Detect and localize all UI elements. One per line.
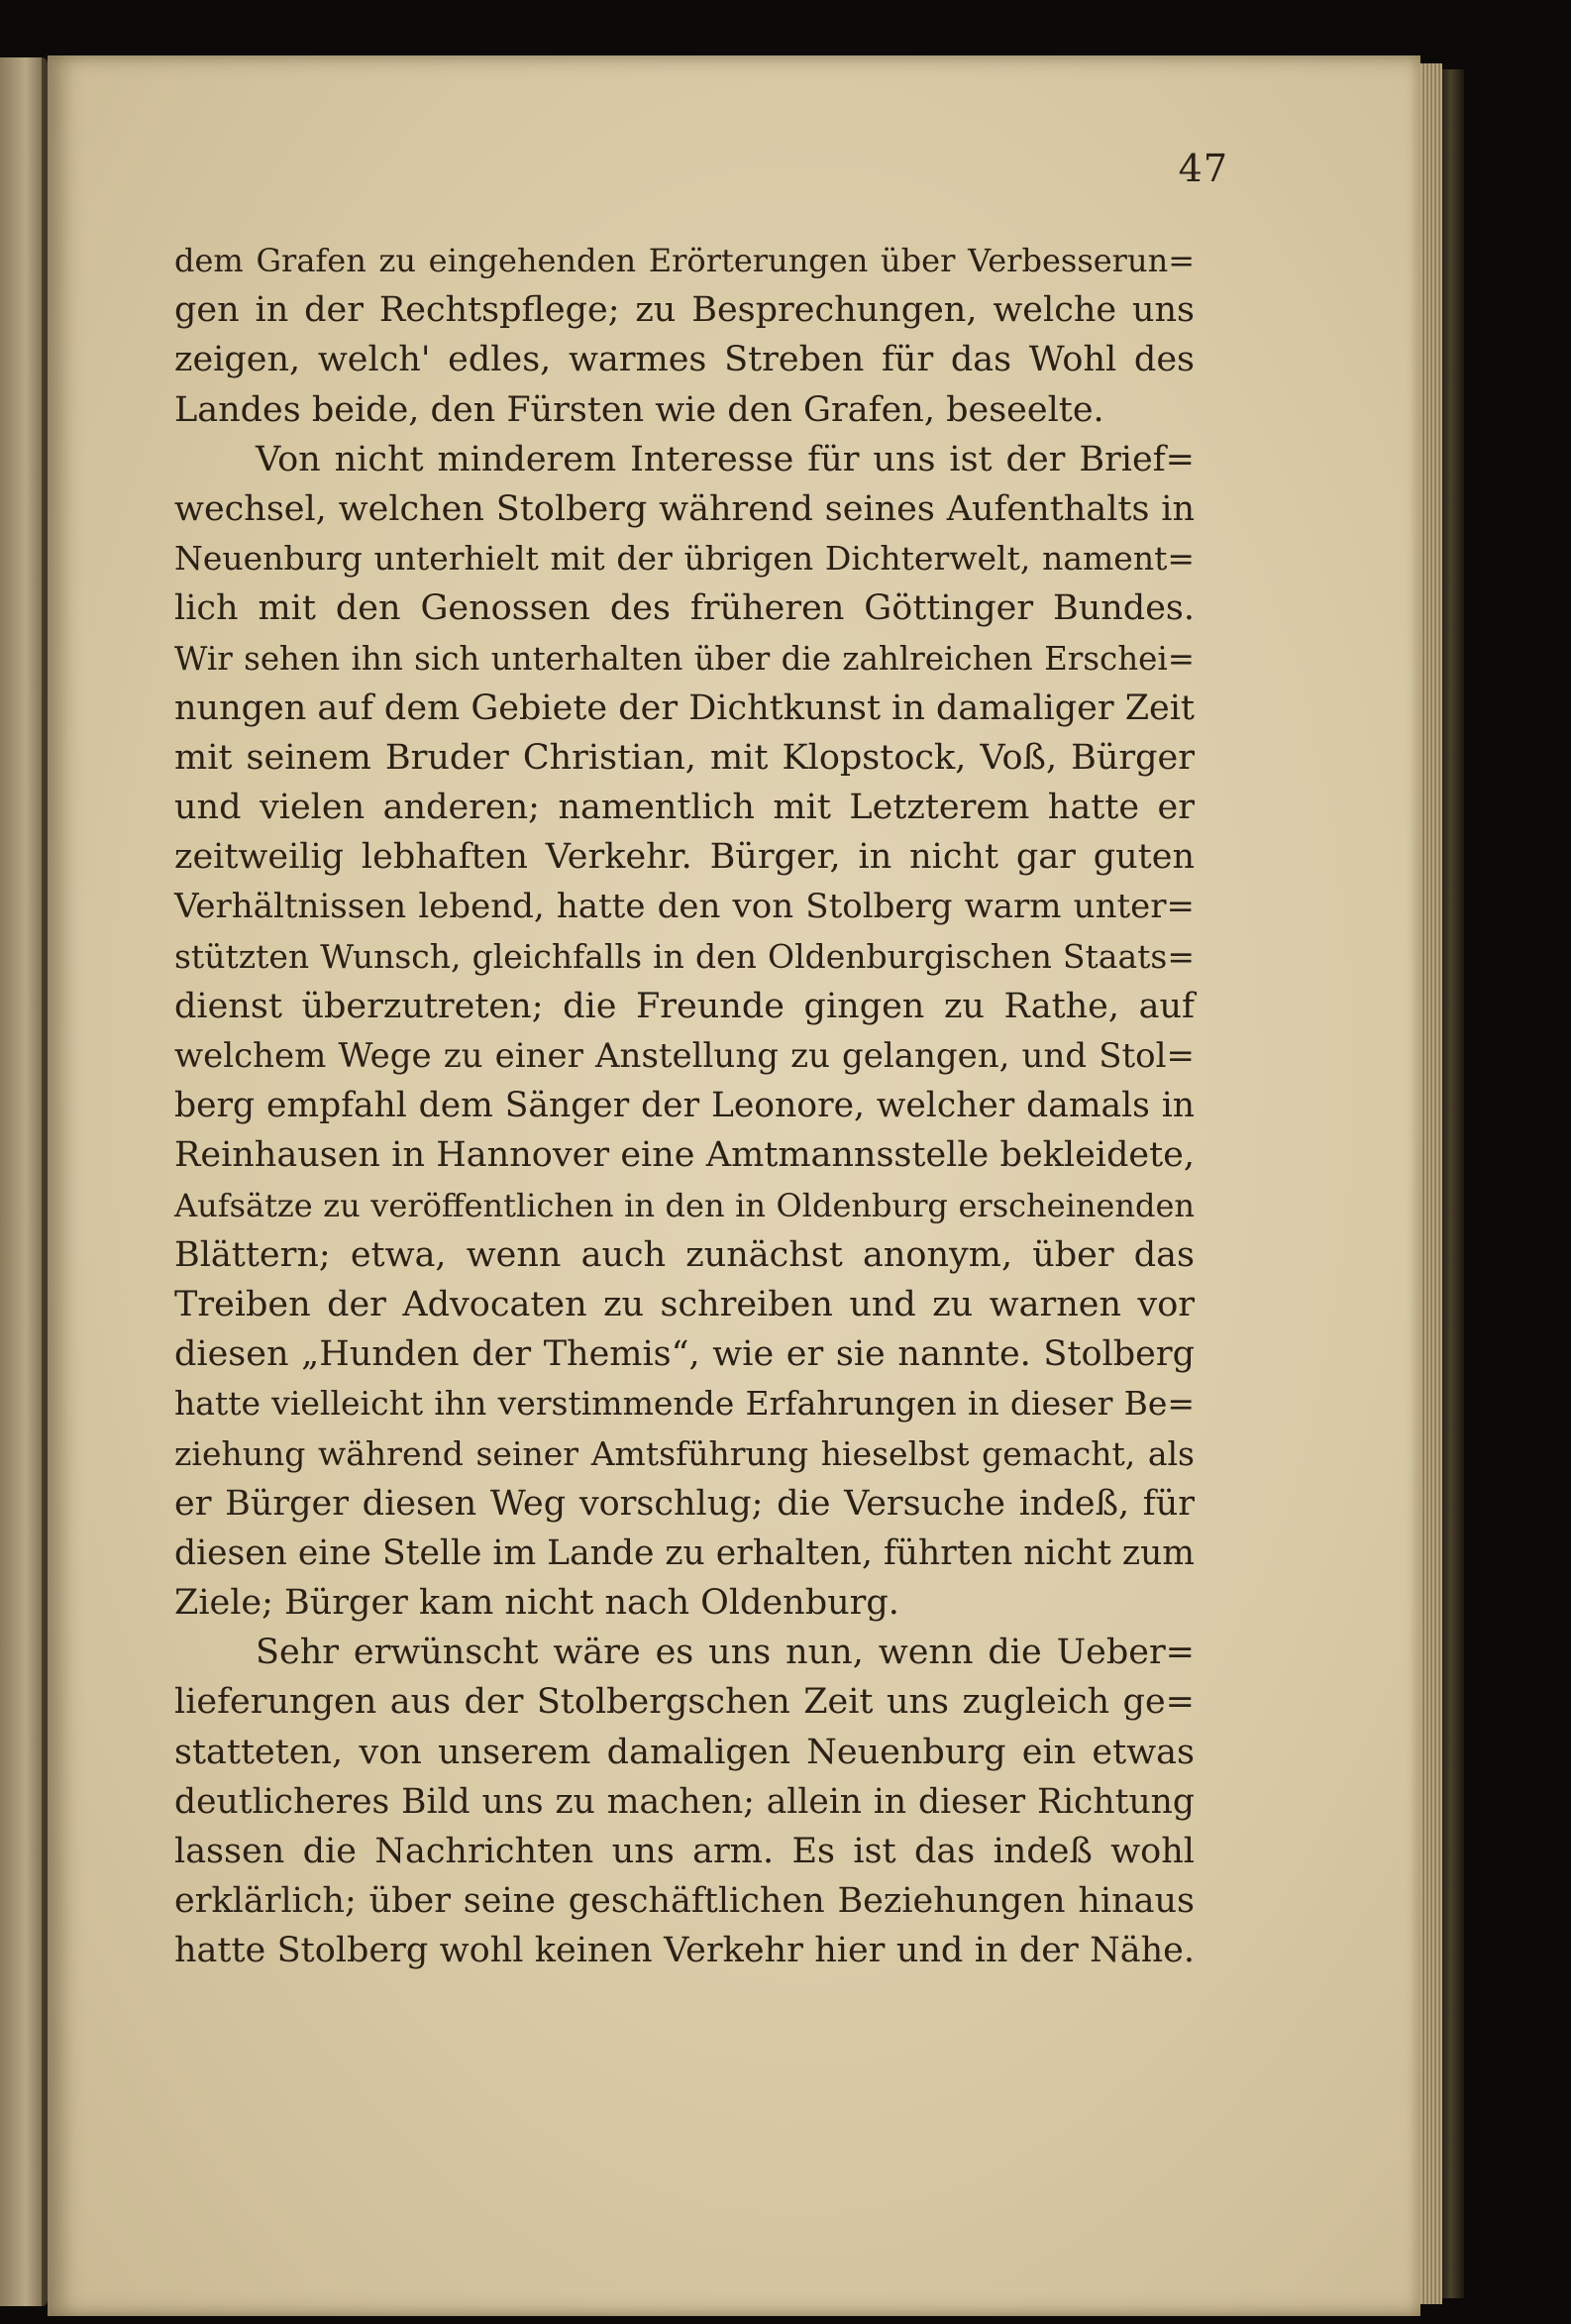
text-line: lieferungen aus der Stolbergschen Zeit uns zugleich ge= — [174, 1682, 1195, 1723]
text-line: Landes beide, den Fürsten wie den Grafen, beseelte. — [174, 389, 1104, 430]
page-number: 47 — [1178, 147, 1228, 190]
text-line: welchem Wege zu einer Anstellung zu gelangen, und Stol= — [174, 1036, 1195, 1076]
book-cover-edge — [1442, 69, 1464, 2298]
text-line: stützten Wunsch, gleichfalls in den Oldenburgischen Staats= — [174, 936, 1195, 976]
text-line: deutlicheres Bild uns zu machen; allein in dieser Richtung — [174, 1781, 1195, 1822]
text-line: Blättern; etwa, wenn auch zunächst anonym, über das — [174, 1234, 1195, 1275]
body-text — [174, 236, 1195, 1976]
text-line: lich mit den Genossen des früheren Göttinger Bundes. — [174, 588, 1195, 629]
text-line: Reinhausen in Hannover eine Amtmannsstelle bekleidete, — [174, 1135, 1195, 1176]
text-line: diesen „Hunden der Themis“, wie er sie nannte. Stolberg — [174, 1334, 1195, 1375]
text-line: Sehr erwünscht wäre es uns nun, wenn die Ueber= — [256, 1633, 1195, 1673]
text-line: dem Grafen zu eingehenden Erörterungen über Verbesserun= — [174, 242, 1195, 279]
text-line: Verhältnissen lebend, hatte den von Stolberg warm unter= — [174, 887, 1195, 927]
previous-page-edge — [0, 57, 48, 2306]
text-line: Treiben der Advocaten zu schreiben und zu warnen vor — [174, 1284, 1195, 1324]
text-line: Neuenburg unterhielt mit der übrigen Dichterwelt, nament= — [174, 539, 1195, 579]
text-line: erklärlich; über seine geschäftlichen Beziehungen hinaus — [174, 1881, 1195, 1922]
text-line: diesen eine Stelle im Lande zu erhalten, führten nicht zum — [174, 1532, 1195, 1573]
page-block-edges — [1420, 63, 1442, 2304]
text-line: mit seinem Bruder Christian, mit Klopstock, Voß, Bürger — [174, 737, 1195, 778]
text-line: berg empfahl dem Sänger der Leonore, welcher damals in — [174, 1086, 1195, 1126]
text-line: dienst überzutreten; die Freunde gingen zu Rathe, auf — [174, 986, 1195, 1026]
text-line: Von nicht minderem Interesse für uns ist der Brief= — [256, 439, 1195, 479]
text-line: statteten, von unserem damaligen Neuenburg ein etwas — [174, 1732, 1195, 1772]
text-line: zeigen, welch' edles, warmes Streben für das Wohl des — [174, 340, 1195, 380]
text-line: gen in der Rechtspflege; zu Besprechungen, welche uns — [174, 290, 1195, 331]
text-line: nungen auf dem Gebiete der Dichtkunst in damaliger Zeit — [174, 687, 1195, 728]
text-line: hatte vielleicht ihn verstimmende Erfahrungen in dieser Be= — [174, 1384, 1195, 1424]
text-line: und vielen anderen; namentlich mit Letzterem hatte er — [174, 788, 1195, 828]
text-line: wechsel, welchen Stolberg während seines Aufenthalts in — [174, 488, 1195, 529]
text-line: Ziele; Bürger kam nicht nach Oldenburg. — [174, 1583, 899, 1624]
text-line: hatte Stolberg wohl keinen Verkehr hier und in der Nähe. — [174, 1931, 1195, 1971]
text-line: ziehung während seiner Amtsführung hieselbst gemacht, als — [174, 1433, 1195, 1473]
text-line: er Bürger diesen Weg vorschlug; die Versuche indeß, für — [174, 1483, 1195, 1524]
text-line: zeitweilig lebhaften Verkehr. Bürger, in nicht gar guten — [174, 837, 1195, 878]
text-line: Aufsätze zu veröffentlichen in den in Oldenburg erscheinenden — [174, 1186, 1195, 1224]
text-line: Wir sehen ihn sich unterhalten über die zahlreichen Erschei= — [174, 639, 1195, 678]
text-line: lassen die Nachrichten uns arm. Es ist das indeß wohl — [174, 1832, 1195, 1871]
